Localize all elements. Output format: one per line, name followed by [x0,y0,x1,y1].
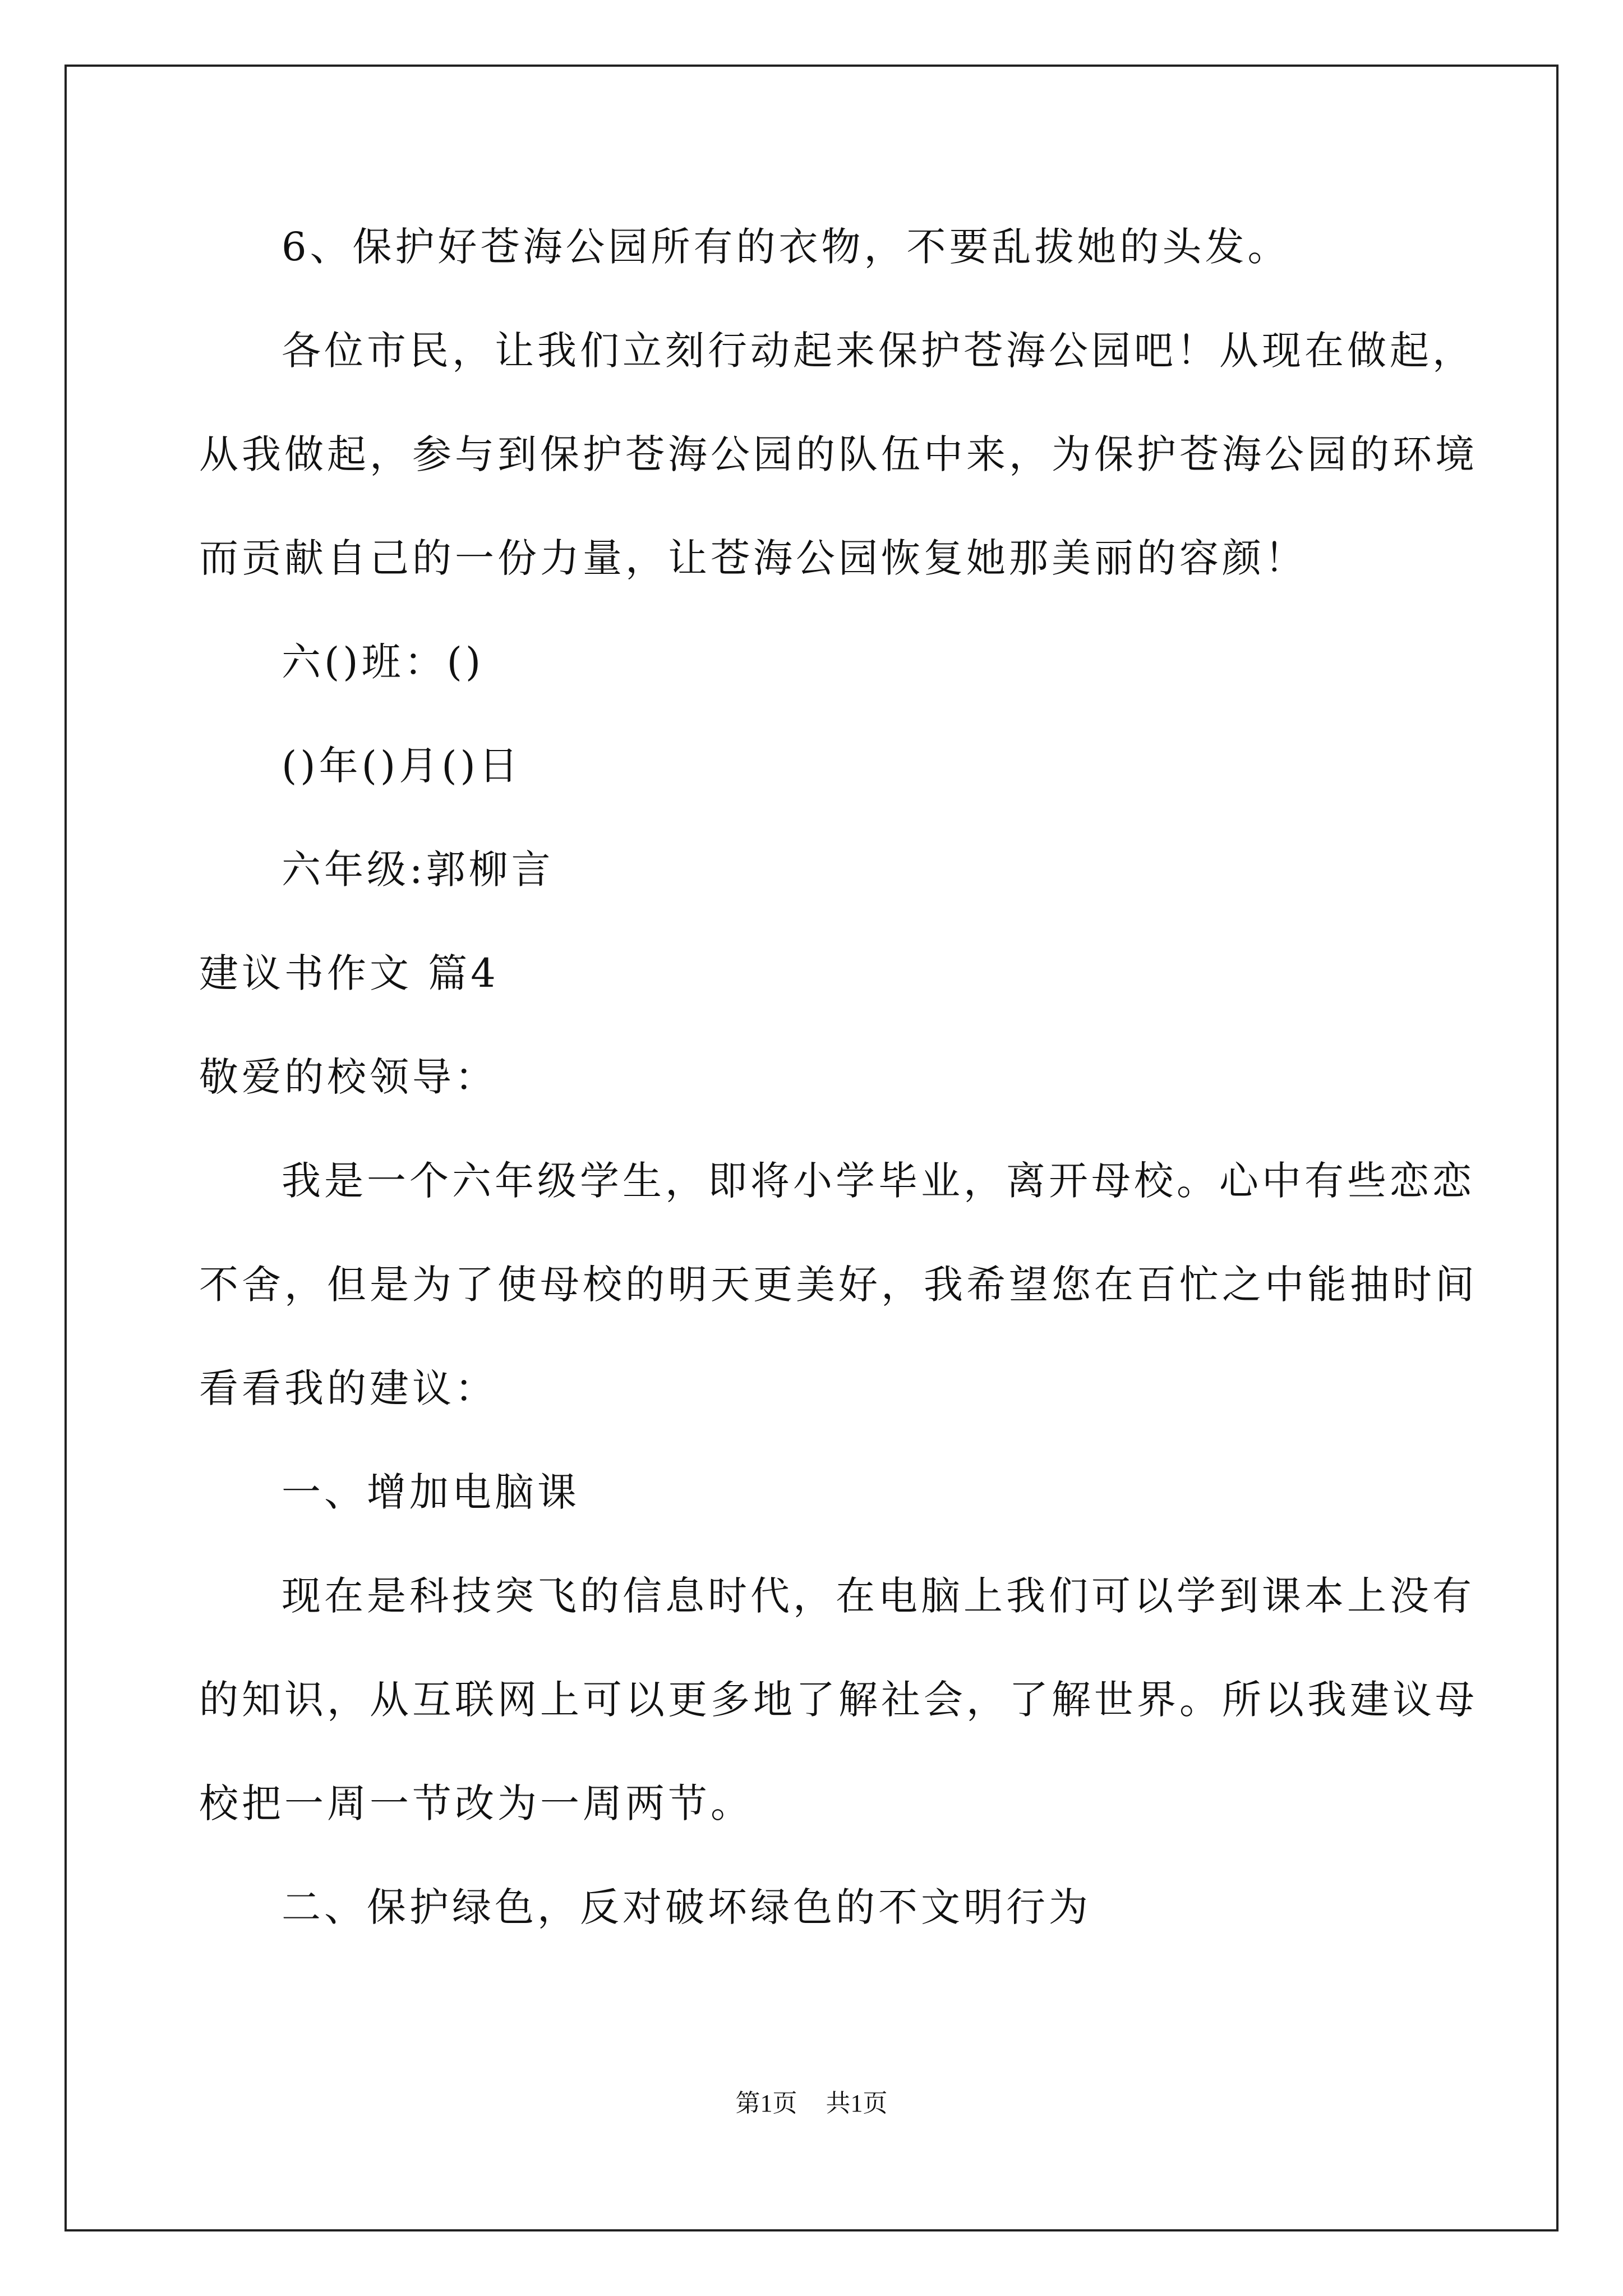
text-line: 现在是科技突飞的信息时代，在电脑上我们可以学到课本上没有 [282,1573,1475,1619]
salutation: 敬爱的校领导： [199,1054,497,1100]
text-line: 而贡献自己的一份力量，让苍海公园恢复她那美丽的容颜！ [199,535,1307,581]
page-number: 第1页 [735,2090,797,2117]
text-line: 各位市民，让我们立刻行动起来保护苍海公园吧！从现在做起， [282,328,1475,374]
text-line: 从我做起，参与到保护苍海公园的队伍中来，为保护苍海公园的环境 [199,431,1478,477]
text-line: 六年级:郭柳言 [282,846,554,892]
text-line: 校把一周一节改为一周两节。 [199,1780,753,1826]
text-line: 一、增加电脑课 [282,1469,580,1515]
text-line: 二、保护绿色，反对破坏绿色的不文明行为 [282,1884,1091,1930]
page-total: 共1页 [826,2090,888,2117]
text-line: 六()班：() [282,639,485,685]
section-heading: 建议书作文 篇4 [199,950,499,996]
page-footer [0,2087,1623,2120]
text-line: 6、保护好苍海公园所有的衣物，不要乱拔她的头发。 [282,224,1290,270]
text-line: 看看我的建议： [199,1365,497,1411]
text-line: 的知识，从互联网上可以更多地了解社会，了解世界。所以我建议母 [199,1677,1478,1723]
text-line: 我是一个六年级学生，即将小学毕业，离开母校。心中有些恋恋 [282,1158,1475,1204]
text-line: 不舍，但是为了使母校的明天更美好，我希望您在百忙之中能抽时间 [199,1262,1478,1308]
text-line: ()年()月()日 [282,743,522,789]
